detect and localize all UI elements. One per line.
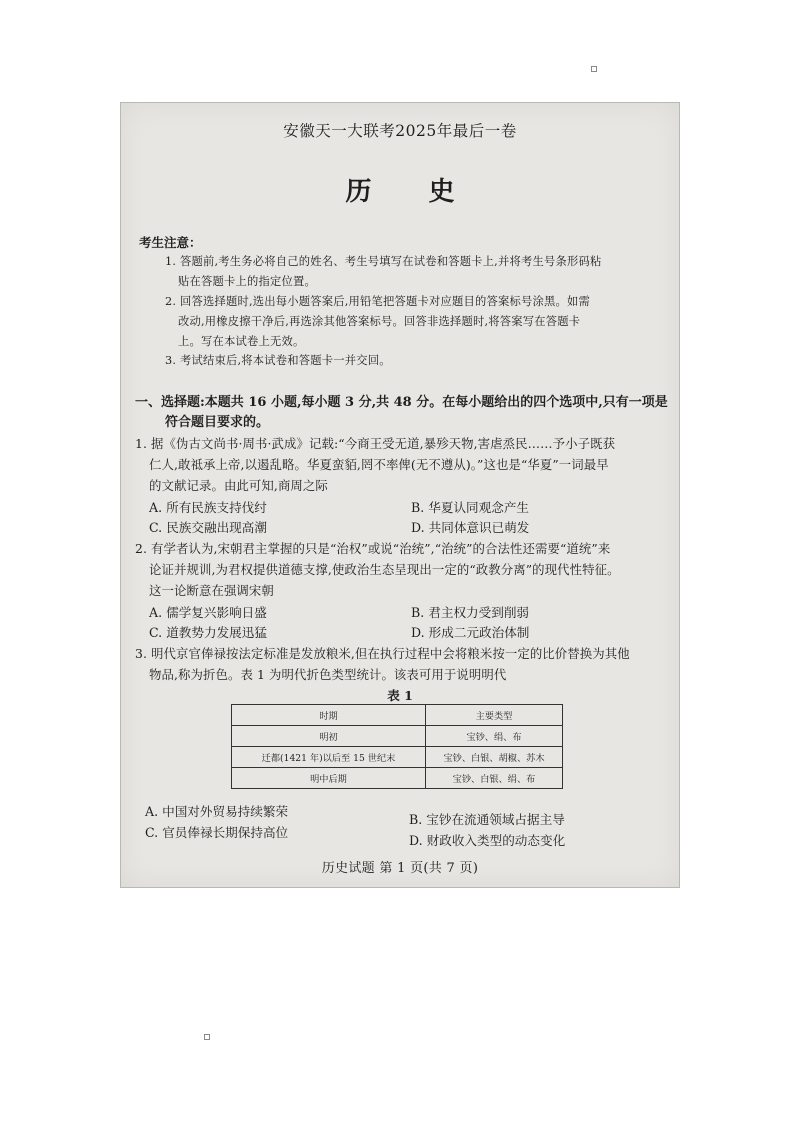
question-3-stem: 物品,称为折色。表 1 为明代折色类型统计。该表可用于说明明代 — [149, 667, 507, 682]
table-header-cell: 主要类型 — [426, 705, 563, 726]
question-2-stem: 论证并规训,为君权提供道德支撑,使政治生态呈现出一定的“政教分离”的现代性特征。 — [149, 562, 620, 577]
question-2-stem: 2. 有学者认为,宋朝君主掌握的只是“治权”或说“治统”,“治统”的合法性还需要“道统”来 — [135, 541, 611, 556]
subject-title: 历 史 — [345, 177, 479, 207]
question-3-stem: 3. 明代京官俸禄按法定标准是发放粮米,但在执行过程中会将粮米按一定的比价替换为其他 — [135, 646, 630, 661]
question-1-option-a: A. 所有民族支持伐纣 — [149, 500, 267, 515]
corner-mark-bottom — [204, 1034, 210, 1040]
exam-paper — [120, 102, 680, 888]
question-1-stem: 仁人,敢祗承上帝,以遏乱略。华夏蛮貊,罔不率俾(无不遵从)。”这也是“华夏”一词最早 — [149, 457, 609, 472]
question-2-option-b: B. 君主权力受到削弱 — [411, 605, 530, 620]
table-cell: 明初 — [232, 726, 426, 747]
table-header-cell: 时期 — [232, 705, 426, 726]
table-cell: 明中后期 — [232, 768, 426, 789]
question-1-stem: 1. 据《伪古文尚书·周书·武成》记载:“今商王受无道,暴殄天物,害虐烝民……予小子既获 — [135, 436, 616, 451]
question-2-option-a: A. 儒学复兴影响日盛 — [149, 605, 267, 620]
notice-line: 2. 回答选择题时,选出每小题答案后,用铅笔把答题卡对应题目的答案标号涂黑。如需 — [165, 295, 590, 308]
notice-title: 考生注意： — [139, 235, 202, 250]
question-1-stem: 的文献记录。由此可知,商周之际 — [149, 478, 328, 493]
notice-line: 3. 考试结束后,将本试卷和答题卡一并交回。 — [165, 354, 391, 367]
table-row — [232, 747, 563, 768]
notice-line: 改动,用橡皮擦干净后,再选涂其他答案标号。回答非选择题时,将答案写在答题卡 — [178, 315, 581, 328]
table-cell: 宝钞、白银、绢、布 — [426, 768, 563, 789]
question-2-option-d: D. 形成二元政治体制 — [411, 625, 530, 640]
table-header-row — [232, 705, 563, 726]
question-2-stem: 这一论断意在强调宋朝 — [149, 583, 274, 598]
question-3-option-b: B. 宝钞在流通领域占据主导 — [409, 812, 565, 827]
question-3-option-c: C. 官员俸禄长期保持高位 — [145, 825, 289, 840]
question-1-option-d: D. 共同体意识已萌发 — [411, 520, 530, 535]
notice-line: 上。写在本试卷上无效。 — [178, 335, 305, 348]
table-row — [232, 768, 563, 789]
corner-mark-top — [591, 66, 597, 72]
question-1-option-c: C. 民族交融出现高潮 — [149, 520, 267, 535]
table-title: 表 1 — [387, 688, 413, 703]
page-footer: 历史试题 第 1 页(共 7 页) — [321, 861, 479, 876]
table-cell: 迁都(1421 年)以后至 15 世纪末 — [232, 747, 426, 768]
data-table — [231, 704, 563, 789]
table-cell: 宝钞、白银、胡椒、苏木 — [426, 747, 563, 768]
notice-line: 1. 答题前,考生务必将自己的姓名、考生号填写在试卷和答题卡上,并将考生号条形码粘 — [165, 255, 602, 268]
question-2-option-c: C. 道教势力发展迅猛 — [149, 625, 267, 640]
question-1-option-b: B. 华夏认同观念产生 — [411, 500, 530, 515]
notice-line: 贴在答题卡上的指定位置。 — [178, 275, 316, 288]
table-row — [232, 726, 563, 747]
section-heading: 一、选择题:本题共 16 小题,每小题 3 分,共 48 分。在每小题给出的四个选项中,只有一项是 — [135, 395, 668, 410]
exam-title: 安徽天一大联考2025年最后一卷 — [283, 122, 517, 140]
question-3-option-a: A. 中国对外贸易持续繁荣 — [145, 804, 289, 819]
table-cell: 宝钞、绢、布 — [426, 726, 563, 747]
section-heading: 符合题目要求的。 — [165, 415, 270, 430]
question-3-option-d: D. 财政收入类型的动态变化 — [409, 833, 566, 848]
